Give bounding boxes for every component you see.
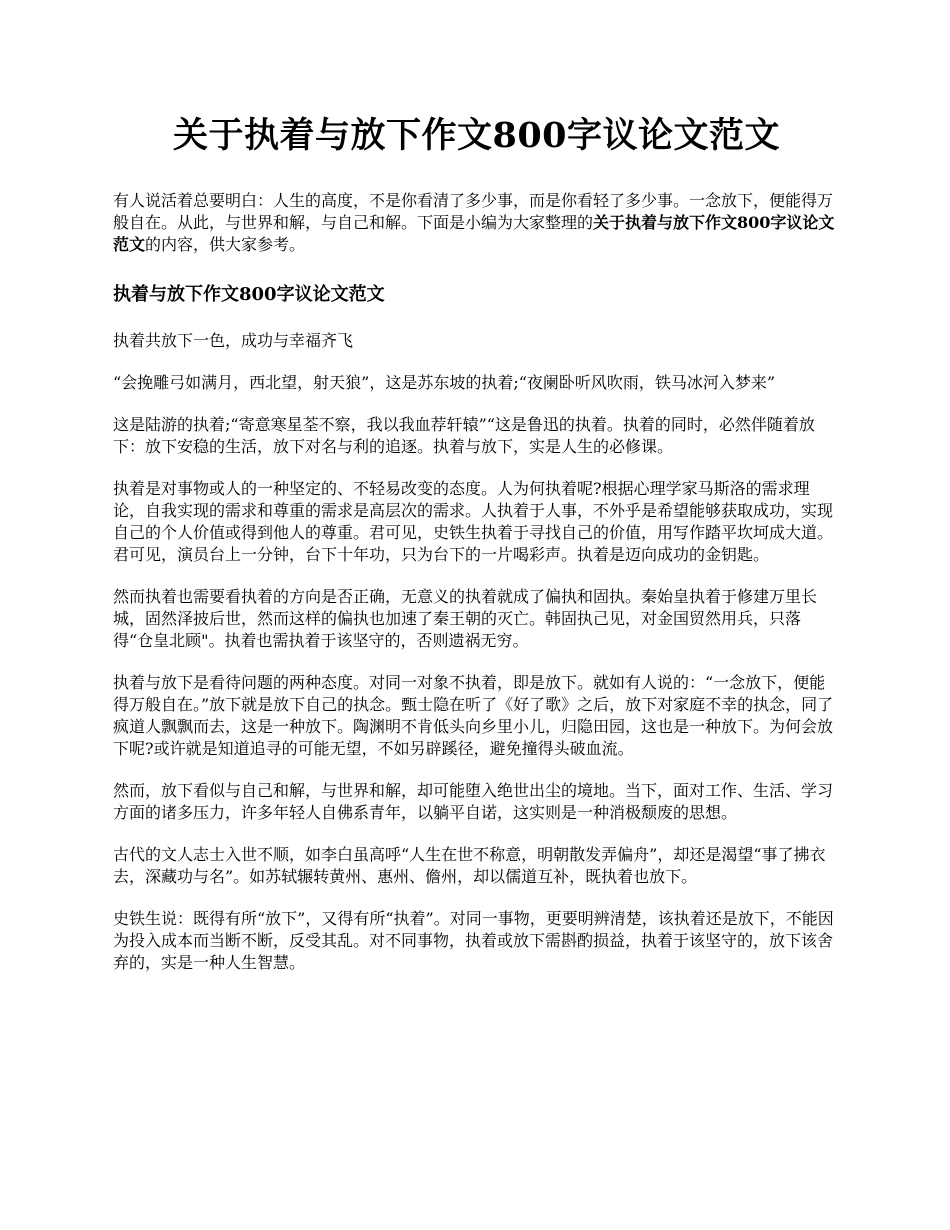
document-title: 关于执着与放下作文800字议论文范文 [172,115,781,156]
paragraph-1: 执着共放下一色，成功与幸福齐飞 [113,331,354,350]
paragraph-2: “会挽雕弓如满月，西北望，射天狼”，这是苏东坡的执着;“夜阑卧听风吹雨，铁马冰河入梦来” [113,373,776,392]
paragraph-4: 执着是对事物或人的一种坚定的、不轻易改变的态度。人为何执着呢?根据心理学家马斯洛的需求理论，自我实现的需求和尊重的需求是高层次的需求。人执着于人事，不外乎是希望能够获取成功，实现自己的个人价值或得到他人的尊重。君可见，史铁生执着于寻找自己的价值，用写作踏平坎坷成大道。君可见，演员台上一分钟，台下十年功，只为台下的一片喝彩声。执着是迈向成功的金钥匙。 [113,479,834,564]
paragraph-3: 这是陆游的执着;“寄意寒星荃不察，我以我血荐轩辕”“这是鲁迅的执着。执着的同时，必然伴随着放下：放下安稳的生活，放下对名与利的追逐。执着与放下，实是人生的必修课。 [113,415,815,456]
intro-text-before: 有人说活着总要明白：人生的高度，不是你看清了多少事，而是你看轻了多少事。一念放下，便能得万般自在。从此，与世界和解，与自己和解。下面是小编为大家整理的 [113,191,834,232]
intro-paragraph [113,190,840,256]
paragraph-8: 古代的文人志士入世不顺，如李白虽高呼“人生在世不称意，明朝散发弄偏舟”，却还是渴望“事了拂衣去，深藏功与名”。如苏轼辗转黄州、惠州、儋州，却以儒道互补，既执着也放下。 [113,845,826,886]
paragraph-5: 然而执着也需要看执着的方向是否正确，无意义的执着就成了偏执和固执。秦始皇执着于修建万里长城，固然泽披后世，然而这样的偏执也加速了秦王朝的灭亡。韩固执己见，对金国贸然用兵，只落得“仓皇北顾"。执着也需执着于该坚守的，否则遗祸无穷。 [113,587,818,650]
paragraph-7: 然而，放下看似与自己和解，与世界和解，却可能堕入绝世出尘的境地。当下，面对工作、生活、学习方面的诸多压力，许多年轻人自佛系青年，以躺平自诺，这实则是一种消极颓废的思想。 [113,781,834,822]
intro-bold-title: 关于执着与放下作文800字议论文范文 [113,213,835,254]
intro-text-after: 的内容，供大家参考。 [145,235,306,254]
section-heading: 执着与放下作文800字议论文范文 [113,284,385,305]
paragraph-6: 执着与放下是看待问题的两种态度。对同一对象不执着，即是放下。就如有人说的：“一念放下，便能得万般自在。”放下就是放下自己的执念。甄士隐在听了《好了歌》之后，放下对家庭不幸的执念，同了疯道人飘飘而去，这是一种放下。陶渊明不肯低头向乡里小儿，归隐田园，这也是一种放下。为何会放下呢?或许就是知道追寻的可能无望，不如另辟蹊径，避免撞得头破血流。 [113,673,834,758]
paragraph-9: 史铁生说：既得有所“放下”，又得有所“执着”。对同一事物，更要明辨清楚，该执着还是放下，不能因为投入成本而当断不断，反受其乱。对不同事物，执着或放下需斟酌损益，执着于该坚守的，放下该舍弃的，实是一种人生智慧。 [113,909,834,972]
